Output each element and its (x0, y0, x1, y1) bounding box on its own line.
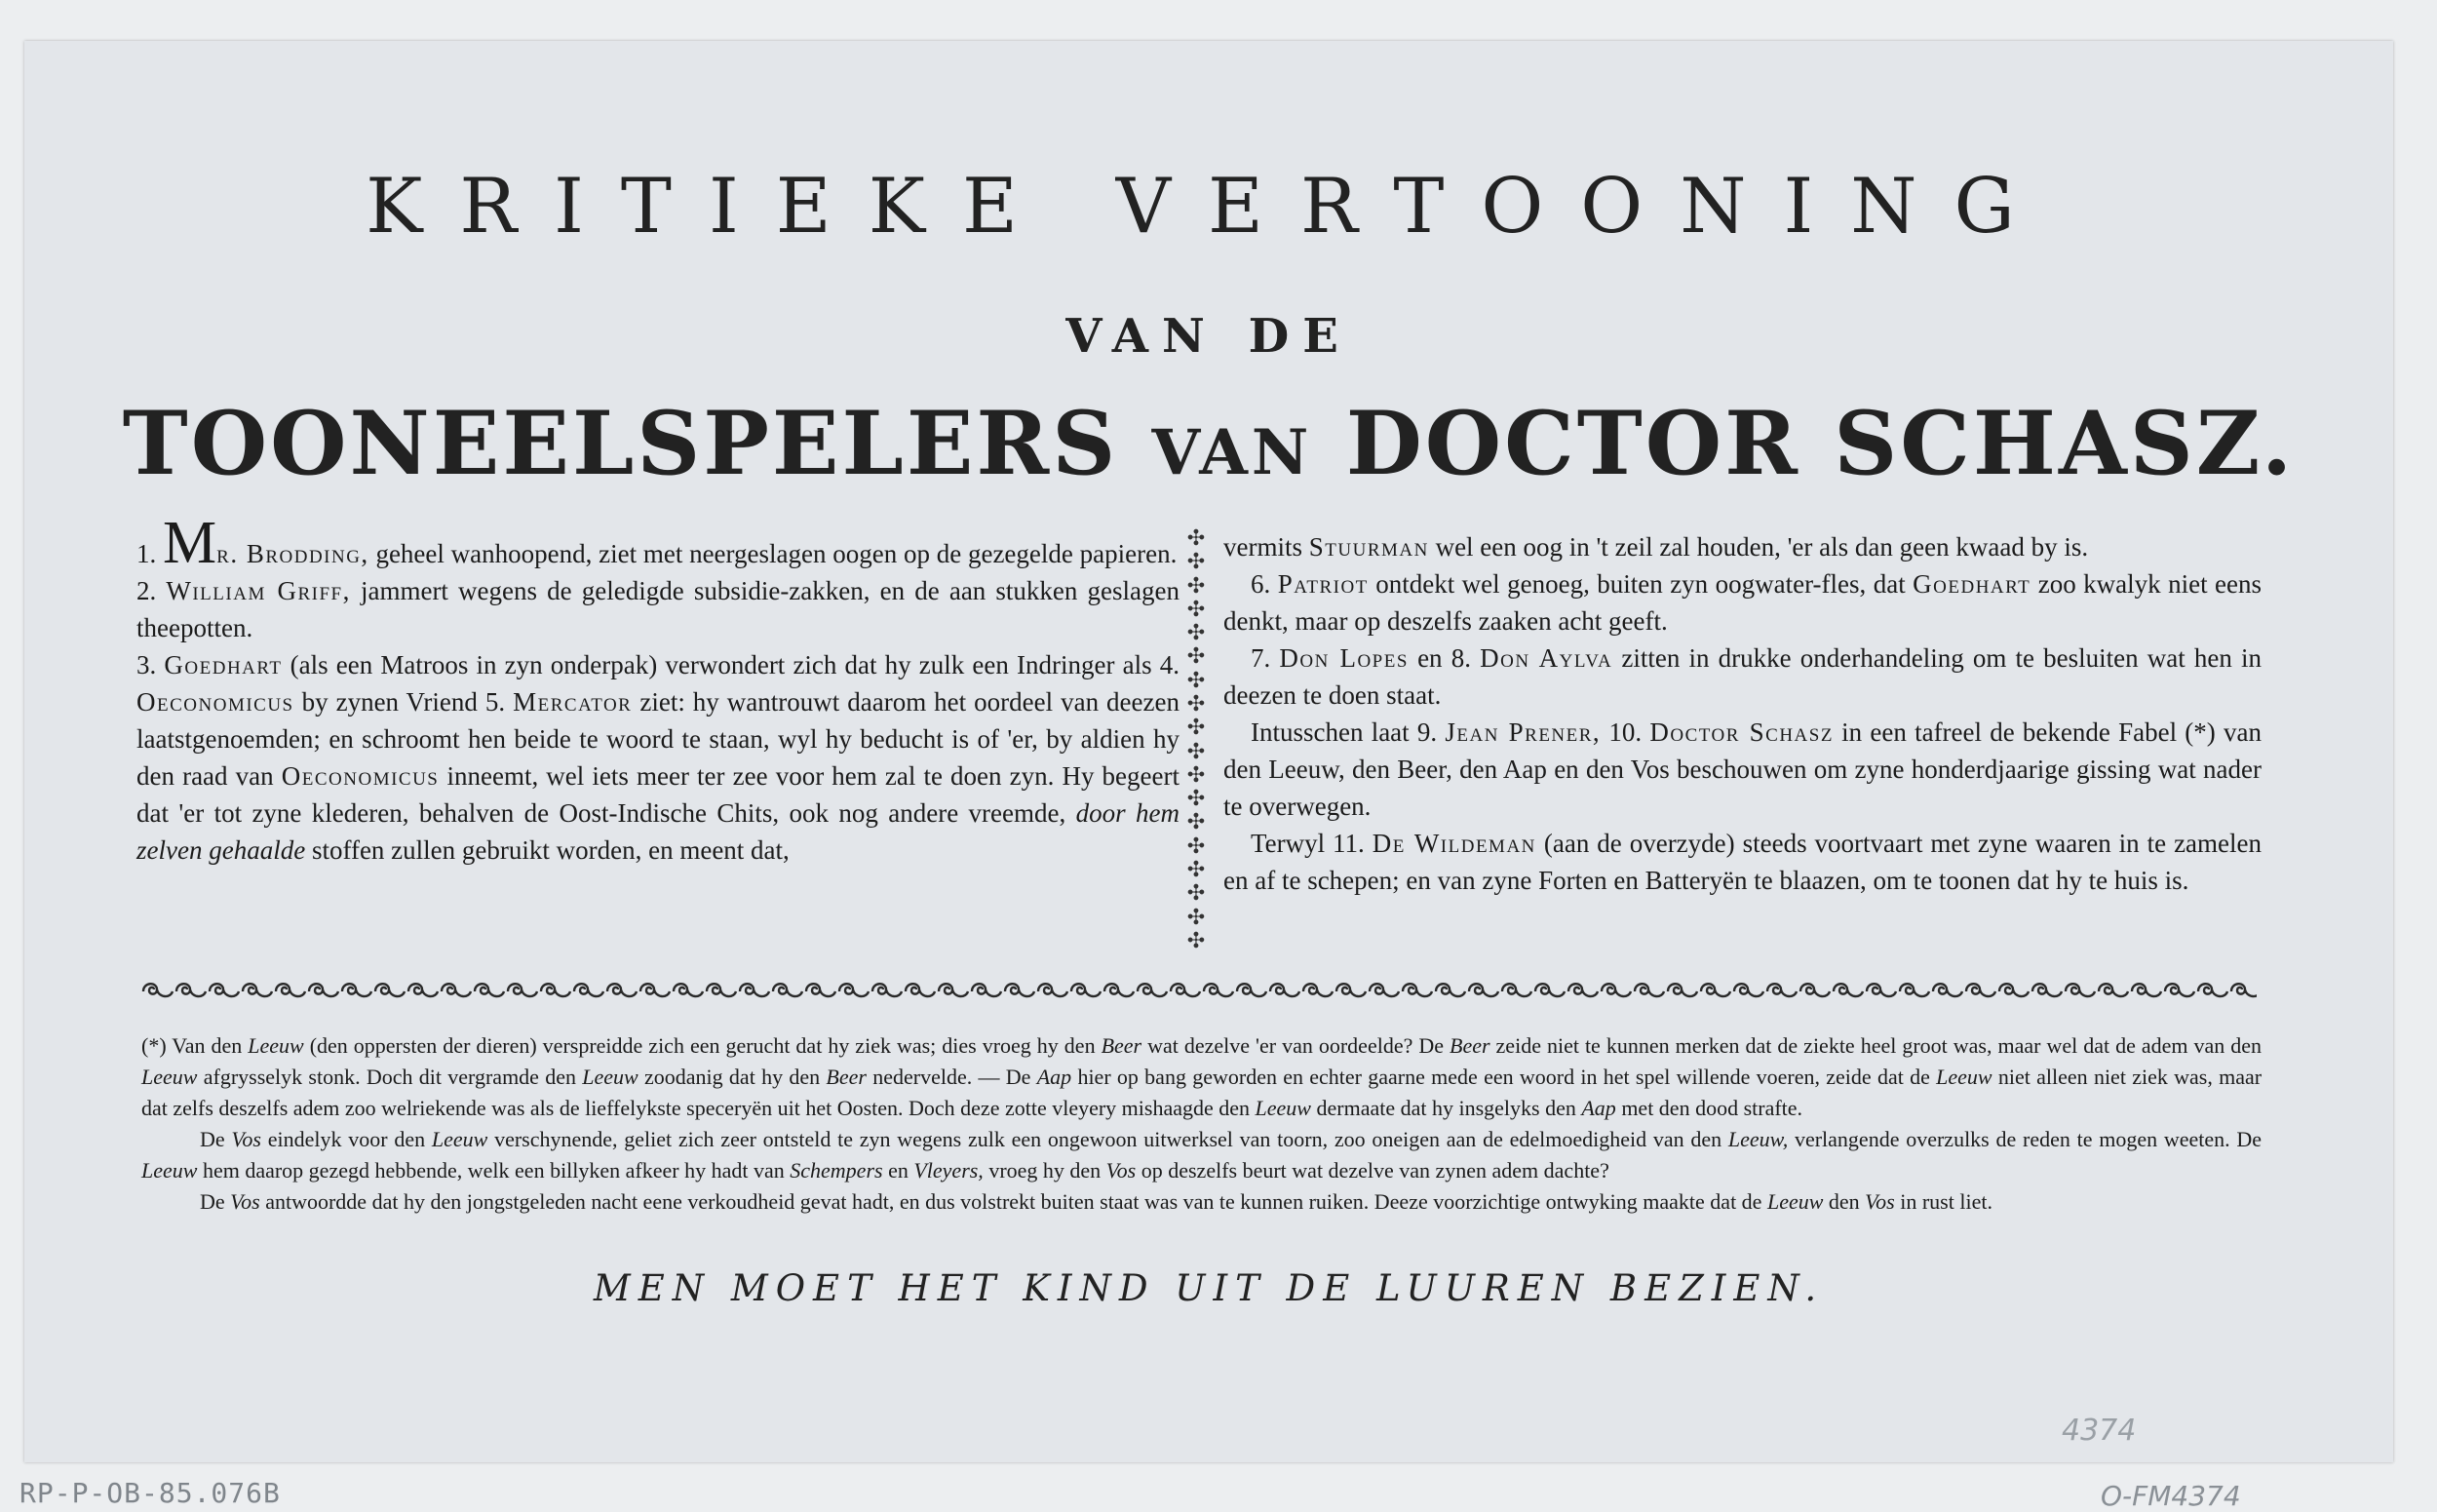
character-name: Oeconomicus (281, 761, 440, 791)
character-name: Doctor Schasz (1649, 717, 1834, 747)
cross-ornament-icon: ✣ (1186, 810, 1206, 835)
paragraph-stuurman (1223, 528, 2262, 565)
note-text: wat dezelve 'er van oordeelde? De (1147, 1033, 1445, 1058)
note-text: (*) Van den (141, 1033, 243, 1058)
note-text: zeide niet te kunnen merken dat de ziekte heel groot was, maar wel dat de adem van den (1495, 1033, 2263, 1058)
note-text: in rust liet. (1900, 1189, 1992, 1214)
note-text: eindelyk voor den (267, 1127, 426, 1151)
footnote-paragraph-3 (141, 1186, 2262, 1218)
character-name: Jean Prener, (1445, 717, 1602, 747)
cross-ornament-icon: ✣ (1186, 716, 1206, 741)
note-italic: Leeuw (141, 1158, 198, 1182)
title-line-1: KRITIEKE VERTOONING (366, 163, 2052, 251)
cross-ornament-icon: ✣ (1186, 857, 1206, 882)
note-italic: Schempers (790, 1158, 883, 1182)
character-name: Don Aylva (1480, 643, 1613, 673)
footnote-fable (141, 1030, 2262, 1218)
cross-ornament-icon: ✣ (1186, 691, 1206, 717)
note-italic: Leeuw (248, 1033, 304, 1058)
cross-ornament-icon: ✣ (1186, 787, 1206, 812)
paragraph-text: 10. (1608, 717, 1643, 747)
cross-ornament-icon: ✣ (1186, 573, 1206, 599)
paragraph-intusschen (1223, 714, 2262, 825)
note-text: verschynende, geliet zich zeer ontsteld te zyn wegens zulk een ongewoon uitwerksel van toorn, zoo oneigen aan de edelmoedigheid van den (494, 1127, 1722, 1151)
character-name: r. Brodding, (216, 539, 369, 568)
item-number: 7. (1251, 643, 1271, 673)
note-italic: Beer (1450, 1033, 1490, 1058)
cross-ornament-icon: ✣ (1186, 597, 1206, 622)
paragraph-text: geheel wanhoopend, ziet met neergeslagen oogen op de gezegelde papieren. (375, 539, 1178, 568)
cross-ornament-icon: ✣ (1186, 526, 1206, 551)
item-number: 3. (136, 650, 157, 679)
print-sheet (24, 41, 2393, 1462)
cross-ornament-icon: ✣ (1186, 739, 1206, 764)
paragraph-patriot (1223, 565, 2262, 640)
item-number: 1. (136, 539, 157, 568)
note-text: zoodanig dat hy den (644, 1065, 821, 1089)
note-text: en (888, 1158, 909, 1182)
cross-ornament-icon: ✣ (1186, 621, 1206, 646)
item-number: 6. (1251, 569, 1271, 599)
paragraph-text: (aan de overzyde) steeds voortvaart met zyne waaren in te zamelen en af te schepen; en van zyne Forten en Batteryën te blaazen, om te toonen dat hy te huis is. (1223, 829, 2263, 895)
note-text: niet alleen niet ziek was, maar dat zelfs deszelfs adem zoo welriekende was als de lieffelykste speceryën uit het Oosten. Doch deze zotte vleyery mishaagde den (141, 1065, 2263, 1120)
paragraph-text: jammert wegens de geledigde subsidie-zakken, en de aan stukken geslagen theepotten. (136, 576, 1180, 642)
paragraph-brodding (136, 510, 1180, 576)
paragraph-don-lopes (1223, 640, 2262, 714)
cross-ornament-icon: ✣ (1186, 834, 1206, 859)
note-italic: Vos (1105, 1158, 1137, 1182)
note-italic: Aap (1036, 1065, 1072, 1089)
character-name: Mercator (513, 687, 633, 717)
note-italic: Beer (826, 1065, 867, 1089)
note-text: afgrysselyk stonk. Doch dit vergramde den (203, 1065, 576, 1089)
paragraph-text: vermits (1223, 532, 1302, 562)
paragraph-text: by zynen Vriend 5. (301, 687, 506, 717)
note-italic: Vos (1865, 1189, 1895, 1214)
note-italic: Leeuw, (1727, 1127, 1789, 1151)
note-italic: Vleyers, (913, 1158, 984, 1182)
column-divider-ornament (1180, 528, 1213, 952)
footnote-paragraph-2 (141, 1124, 2262, 1186)
note-text: De (200, 1127, 225, 1151)
scroll-border-icon (141, 977, 2257, 1006)
note-text: hem daarop gezegd hebbende, welk een billyken afkeer hy hadt van (202, 1158, 785, 1182)
note-italic: Aap (1581, 1096, 1616, 1120)
paragraph-text: inneemt, wel iets meer ter zee voor hem zal te doen zyn. Hy begeert dat 'er tot zyne klederen, behalven de Oost-Indische Chits, ook nog andere vreemde, (136, 761, 1180, 828)
character-name: Goedhart (1913, 569, 2031, 599)
note-text: De (200, 1189, 225, 1214)
paragraph-text: in een tafreel de bekende Fabel (*) van den Leeuw, den Beer, den Aap en den Vos beschouwen om zyne honderdjaarige gissing wat nader te overwegen. (1223, 717, 2262, 821)
note-text: op deszelfs beurt wat dezelve van zynen adem dachte? (1141, 1158, 1609, 1182)
paragraph-text: zitten in drukke onderhandeling om te besluiten wat hen in deezen te doen staat. (1223, 643, 2262, 710)
note-text: nedervelde. — De (872, 1065, 1031, 1089)
motto: MEN MOET HET KIND UIT DE LUUREN BEZIEN. (593, 1267, 1825, 1309)
right-column (1223, 528, 2262, 899)
character-name: Patriot (1277, 569, 1369, 599)
paragraph-text: wel een oog in 't zeil zal houden, 'er als dan geen kwaad by is. (1435, 532, 2089, 562)
cross-ornament-icon: ✣ (1186, 550, 1206, 575)
cross-ornament-icon: ✣ (1186, 762, 1206, 788)
character-name: De Wildeman (1372, 829, 1536, 858)
paragraph-text: ziet: hy wantrouwt daarom het oordeel van deezen laatstgenoemden; en schroomt hen beide te woord te staan, wyl hy beducht is of 'er, by aldien hy den raad van (136, 687, 1180, 791)
note-italic: Leeuw (1766, 1189, 1824, 1214)
catalog-number: RP-P-OB-85.076B (19, 1477, 281, 1509)
note-italic: Leeuw (1936, 1065, 1992, 1089)
note-italic: Beer (1101, 1033, 1142, 1058)
title-doctor-schasz: DOCTOR SCHASZ. (1345, 392, 2296, 495)
left-column (136, 510, 1180, 869)
cross-ornament-icon: ✣ (1186, 644, 1206, 670)
catalog-number-right: O-FM4374 (2101, 1480, 2241, 1512)
title-line-3 (83, 392, 2335, 495)
footnote-paragraph-1 (141, 1030, 2262, 1124)
paragraph-goedhart (136, 646, 1180, 869)
paragraph-wildeman (1223, 825, 2262, 899)
paragraph-text: Terwyl 11. (1251, 829, 1365, 858)
note-text: den (1828, 1189, 1860, 1214)
note-text: verlangende overzulks de reden te mogen weeten. De (1794, 1127, 2263, 1151)
paragraph-text: en 8. (1417, 643, 1471, 673)
title-line-2: VAN DE (1065, 309, 1352, 364)
note-text: antwoordde dat hy den jongstgeleden nacht eene verkoudheid gevat hadt, en dus volstrekt buiten staat was van te kunnen ruiken. Deeze voorzichtige ontwyking maakte dat de (265, 1189, 1762, 1214)
item-number: 2. (136, 576, 157, 605)
cross-ornament-icon: ✣ (1186, 881, 1206, 907)
paragraph-text: ontdekt wel genoeg, buiten zyn oogwater-fles, dat (1375, 569, 1906, 599)
note-italic: Vos (231, 1127, 261, 1151)
cross-ornament-icon: ✣ (1186, 668, 1206, 693)
note-text: (den oppersten der dieren) verspreidde zich een gerucht dat hy ziek was; dies vroeg hy den (309, 1033, 1096, 1058)
paragraph-griff (136, 572, 1180, 646)
drop-cap: M (163, 510, 217, 576)
note-text: hier op bang geworden en echter gaarne mede een woord in het spel willende voeren, zeide dat de (1077, 1065, 1930, 1089)
paragraph-text: zoo kwalyk niet eens denkt, maar op deszelfs zaaken acht geeft. (1223, 569, 2263, 636)
note-text: vroeg hy den (988, 1158, 1102, 1182)
paragraph-text: Intusschen laat 9. (1251, 717, 1438, 747)
note-italic: Leeuw (1255, 1096, 1311, 1120)
character-name: Goedhart (164, 650, 283, 679)
paragraph-text: stoffen zullen gebruikt worden, en meent dat, (311, 835, 790, 865)
note-text: dermaate dat hy insgelyks den (1316, 1096, 1576, 1120)
handwritten-number: 4374 (2062, 1414, 2137, 1448)
cross-ornament-icon: ✣ (1186, 928, 1206, 953)
character-name: Oeconomicus (136, 687, 294, 717)
ornamental-border (141, 977, 2257, 1006)
title-tooneelspelers: TOONEELSPELERS (122, 392, 1119, 495)
italic-text: door hem zelven gehaalde (136, 798, 1180, 865)
note-italic: Leeuw (141, 1065, 198, 1089)
character-name: William Griff, (166, 576, 351, 605)
character-name: Stuurman (1308, 532, 1429, 562)
note-italic: Leeuw (431, 1127, 488, 1151)
cross-ornament-icon: ✣ (1186, 905, 1206, 930)
paragraph-text: (als een Matroos in zyn onderpak) verwondert zich dat hy zulk een Indringer als 4. (290, 650, 1180, 679)
note-italic: Vos (230, 1189, 260, 1214)
note-italic: Leeuw (582, 1065, 638, 1089)
title-van: VAN (1151, 416, 1313, 489)
note-text: met den dood strafte. (1621, 1096, 1803, 1120)
character-name: Don Lopes (1279, 643, 1409, 673)
